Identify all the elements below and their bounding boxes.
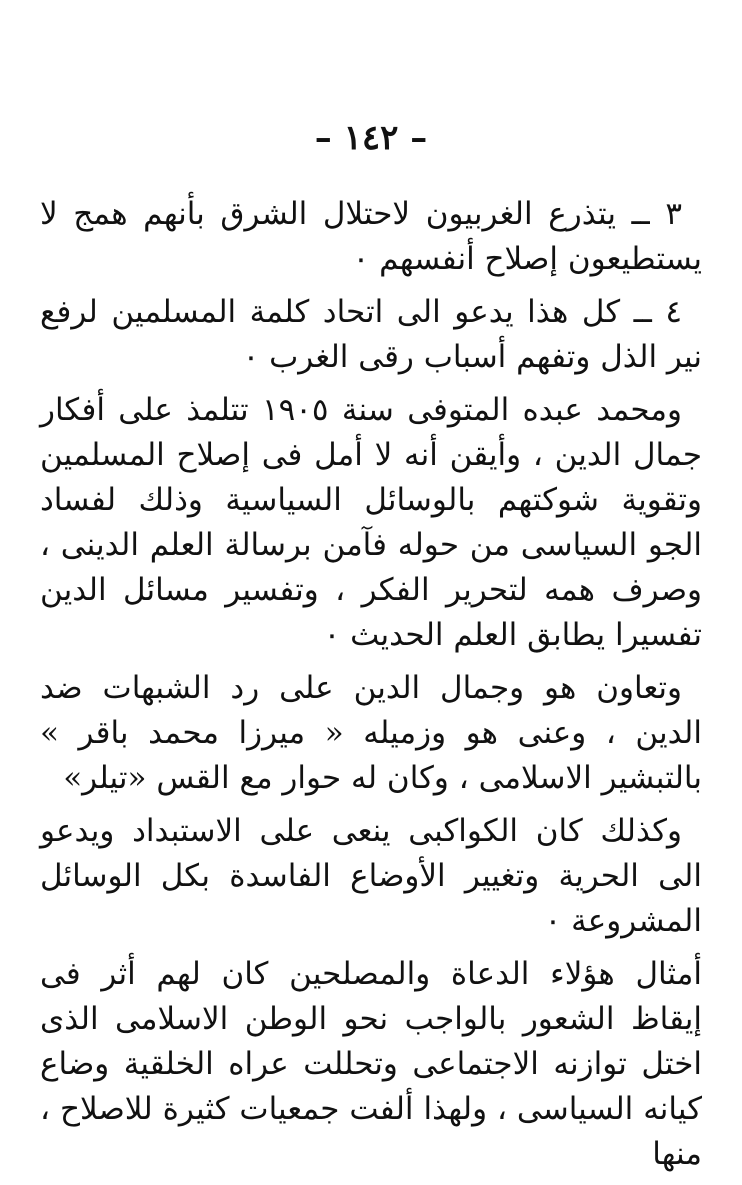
paragraph-point-4: ٤ ــ كل هذا يدعو الى اتحاد كلمة المسلمين لرفع نير الذل وتفهم أسباب رقى الغرب ٠	[40, 294, 702, 375]
paragraph-cooperation: وتعاون هو وجمال الدين على رد الشبهات ضد الدين ، وعنى هو وزميله « ميرزا محمد باقر » بالتبشير الاسلامى ، وكان له حوار مع القس «تيلر»	[40, 670, 702, 796]
paragraph-reformers: أمثال هؤلاء الدعاة والمصلحين كان لهم أثر فى إيقاظ الشعور بالواجب نحو الوطن الاسلامى الذى اختل توازنه الاجتماعى وتحللت عراه الخلقية وضاع كيانه السياسى ، ولهذا ألفت جمعيات كثيرة للاصلاح ، منها	[40, 956, 702, 1172]
paragraph-kawakibi: وكذلك كان الكواكبى ينعى على الاستبداد ويدعو الى الحرية وتغيير الأوضاع الفاسدة بكل الوسائل المشروعة ٠	[40, 813, 702, 939]
page-number: – ١٤٢ –	[314, 118, 428, 158]
page-body	[40, 192, 702, 1185]
paragraph-muhammad-abduh: ومحمد عبده المتوفى سنة ١٩٠٥ تتلمذ على أفكار جمال الدين ، وأيقن أنه لا أمل فى إصلاح المسلمين وتقوية شوكتهم بالوسائل السياسية وذلك لفساد الجو السياسى من حوله فآمن برسالة العلم الدينى ، وصرف همه لتحرير الفكر ، وتفسير مسائل الدين تفسيرا يطابق العلم الحديث ٠	[40, 392, 702, 653]
paragraph-point-3: ٣ ــ يتذرع الغربيون لاحتلال الشرق بأنهم همج لا يستطيعون إصلاح أنفسهم ٠	[40, 196, 702, 277]
